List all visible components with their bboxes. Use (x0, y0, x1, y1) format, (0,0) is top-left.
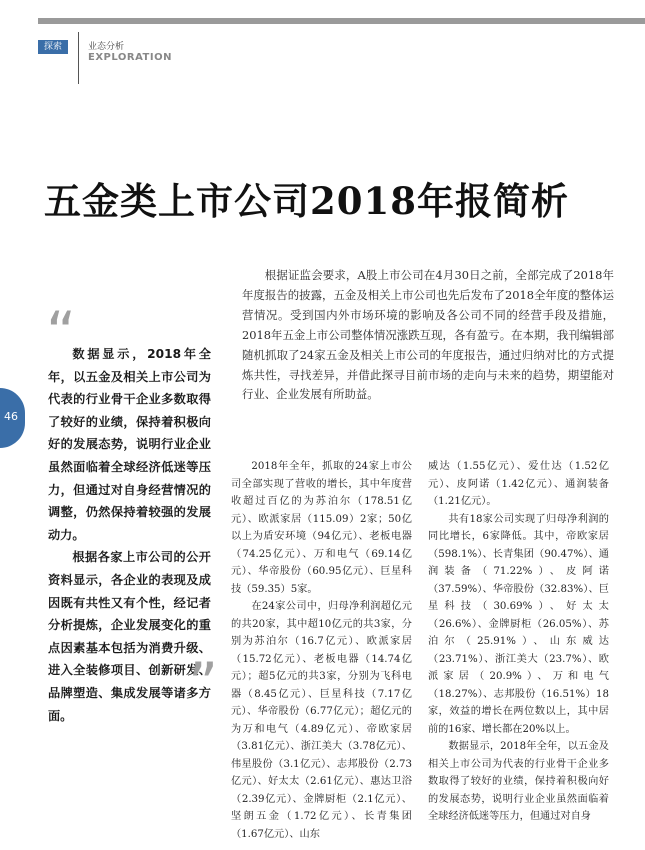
body-paragraph: 2018年全年，抓取的24家上市公司全部实现了营收的增长，其中年度营收超过百亿的为苏泊尔（178.51亿元）、欧派家居（115.09）2家；50亿以上为盾安环境（94亿元）、老板电器（74.25亿元）、万和电气（69.14亿元）、华帝股份（60.95亿元）、巨星科技（59.35）5家。 (231, 461, 412, 595)
article-title: 五金类上市公司2018年报简析 (44, 179, 569, 223)
section-name-en: EXPLORATION (88, 52, 172, 63)
body-paragraph-continued: 威达（1.55亿元）、爱仕达（1.52亿元）、皮阿诺（1.42亿元）、通润装备（1.21亿元）。 (428, 461, 609, 507)
pull-quote (48, 343, 211, 727)
section-tag: 探索 (38, 40, 68, 54)
section-name-cn: 业态分析 (88, 42, 125, 52)
close-quote-icon: ” (188, 650, 219, 718)
page-number: 46 (4, 410, 18, 423)
pull-quote-paragraph: 根据各家上市公司的公开资料显示，各企业的表现及成因既有共性又有个性，经记者分析提炼，企业发展变化的重点因素基本包括为消费升级、进入全装修项目、创新研发、品牌塑造、集成发展等诸多方面。 (48, 550, 211, 723)
article-intro: 根据证监会要求，A股上市公司在4月30日之前，全部完成了2018年年度报告的披露，五金及相关上市公司也先后发布了2018全年度的整体运营情况。受到国内外市场环境的影响及各公司不同的经营手段及措施，2018年五金上市公司整体情况涨跌互现，各有盈亏。在本期，我刊编辑部随机抓取了24家五金及相关上市公司的年度报告，通过归纳对比的方式提炼共性，寻找差异，并借此探寻目前市场的走向与未来的趋势，期望能对行业、企业发展有所助益。 (242, 268, 614, 402)
body-paragraph: 数据显示，2018年全年，以五金及相关上市公司为代表的行业骨干企业多数取得了较好的业绩，保持着积极向好的发展态势，说明行业企业虽然面临着全球经济低迷等压力，但通过对自身 (428, 741, 609, 822)
open-quote-icon: “ (46, 299, 77, 367)
body-column-2 (428, 458, 609, 826)
top-rule (38, 18, 645, 24)
body-column-1 (231, 458, 412, 843)
pull-quote-paragraph: 数据显示，2018年全年，以五金及相关上市公司为代表的行业骨干企业多数取得了较好的业绩，保持着积极向好的发展态势，说明行业企业虽然面临着全球经济低迷等压力，但通过对自身经营情况的调整，仍然保持着较强的发展动力。 (48, 347, 211, 542)
header-divider (78, 32, 79, 84)
body-paragraph: 共有18家公司实现了归母净利润的同比增长，6家降低。其中，帝欧家居（598.1%）、长青集团（90.47%）、通润装备（71.22%）、皮阿诺（37.59%）、华帝股份（32.83%）、巨星科技（30.69%）、好太太（26.6%）、金牌厨柜（26.05%）、苏泊尔（25.91%）、山东威达（23.71%）、浙江美大（23.7%）、欧派家居（20.9%）、万和电气（18.27%）、志邦股份（16.51%）18家，效益的增长在两位数以上，其中居前的16家、增长都在20%以上。 (428, 513, 609, 735)
body-paragraph: 在24家公司中，归母净利润超亿元的共20家，其中超10亿元的共3家，分别为苏泊尔（16.7亿元）、欧派家居（15.72亿元）、老板电器（14.74亿元）；超5亿元的共3家，分别为飞科电器（8.45亿元）、巨星科技（7.17亿元）、华帝股份（6.77亿元）；超亿元的为万和电气（4.89亿元）、帝欧家居（3.81亿元）、浙江美大（3.78亿元）、伟星股份（3.1亿元）、志邦股份（2.73亿元）、好太太（2.61亿元）、惠达卫浴（2.39亿元）、金牌厨柜（2.1亿元）、坚朗五金（1.72亿元）、长青集团（1.67亿元）、山东 (231, 601, 412, 840)
